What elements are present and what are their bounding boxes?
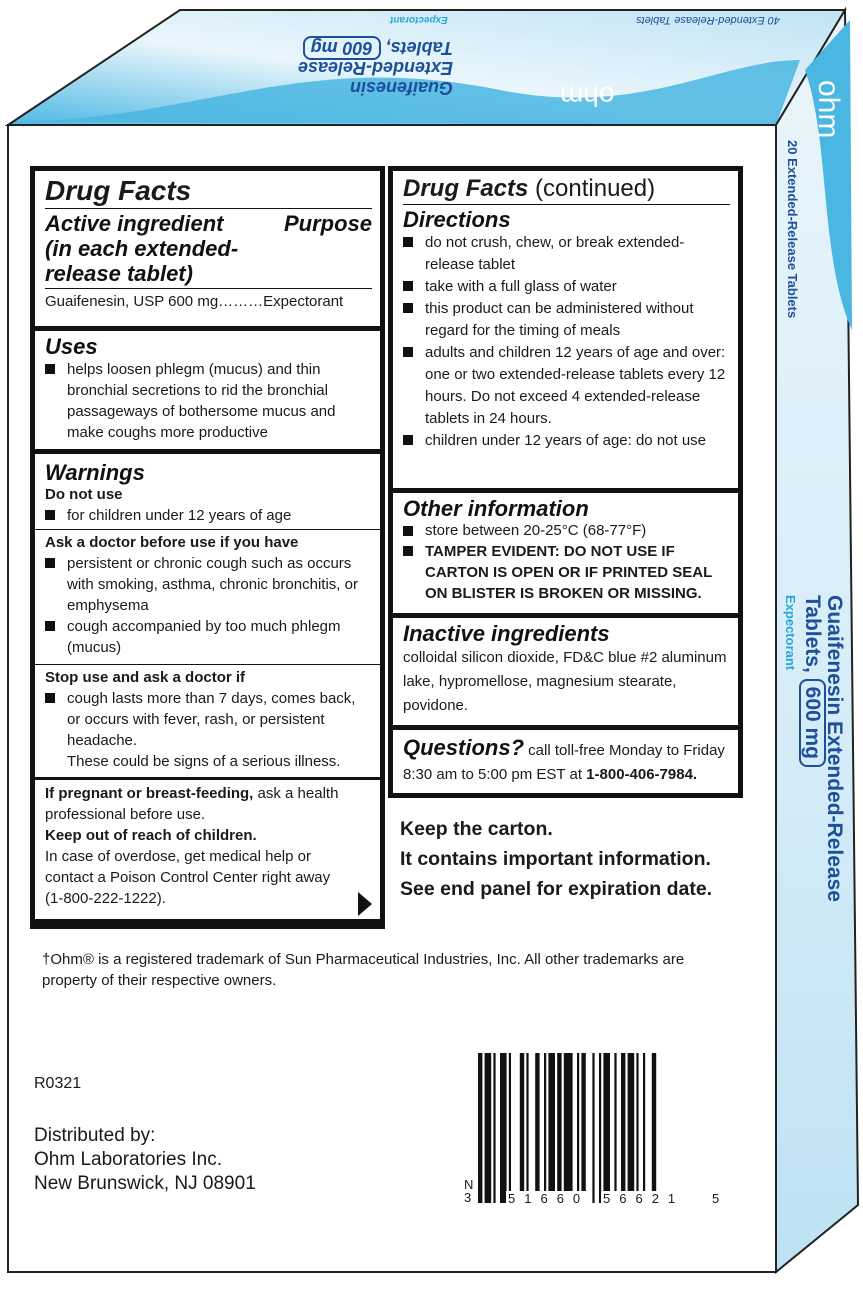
distributor-line: Ohm Laboratories Inc. <box>34 1149 222 1170</box>
overdose-text: In case of overdose, get medical help or contact a Poison Control Center right away (1-800-222-1222). <box>45 848 331 907</box>
keep-carton-line: See end panel for expiration date. <box>400 878 713 900</box>
barcode-bar <box>652 1053 656 1203</box>
uses-item: helps loosen phlegm (mucus) and thin bronchial secretions to rid the bronchial passageways of bothersome mucus and make coughs more productive <box>45 359 372 443</box>
continue-arrow-icon <box>358 892 372 916</box>
top-category: Expectorant <box>390 14 448 25</box>
barcode-left-digits: 51660 <box>508 1191 590 1206</box>
pregnant-text: ask a health professional before use. <box>45 785 339 823</box>
purpose-heading: Purpose <box>283 211 372 236</box>
side-strength: 600 mg <box>799 679 826 767</box>
keep-carton-line: It contains important information. <box>400 848 711 870</box>
distributor-line: New Brunswick, NJ 08901 <box>34 1173 256 1194</box>
drug-facts-continued-panel <box>388 166 743 798</box>
right-column <box>388 166 743 904</box>
barcode-bar <box>557 1053 561 1203</box>
ask-doctor-item: persistent or chronic cough such as occurs with smoking, asthma, chronic bronchitis, or emphysema <box>45 553 372 616</box>
barcode-bar <box>509 1053 511 1203</box>
barcode-bar <box>603 1053 610 1203</box>
keep-out-heading: Keep out of reach of children. <box>45 827 257 844</box>
directions-item: do not crush, chew, or break extended-release tablet <box>403 232 730 276</box>
questions-section <box>393 730 738 793</box>
keep-carton-line: Keep the carton. <box>400 818 553 840</box>
do-not-use-item: for children under 12 years of age <box>45 505 372 526</box>
drug-facts-panel <box>30 166 385 929</box>
keep-carton-notice <box>400 814 743 904</box>
barcode-bar <box>478 1053 482 1203</box>
inactive-ingredients-section <box>393 618 738 730</box>
top-brand-logo: ohm <box>560 81 615 112</box>
continued-title-main: Drug Facts <box>403 175 529 202</box>
active-ingredient-heading: Active ingredient (in each extended-release tablet) <box>45 211 239 286</box>
questions-phone: 1-800-406-7984. <box>586 766 698 783</box>
side-product-line <box>801 595 823 902</box>
drug-facts-title: Drug Facts <box>45 174 372 209</box>
top-count: 40 Extended-Release Tablets <box>636 14 780 26</box>
directions-item: take with a full glass of water <box>403 276 730 298</box>
top-product-line <box>183 38 453 58</box>
pregnant-bold: If pregnant or breast-feeding, <box>45 785 254 802</box>
ask-doctor-item: cough accompanied by too much phlegm (mucus) <box>45 616 372 658</box>
questions-text <box>403 736 730 787</box>
tamper-evident-notice: TAMPER EVIDENT: DO NOT USE IF CARTON IS OPEN OR IF PRINTED SEAL ON BLISTER IS BROKEN OR MISSING. <box>403 541 730 604</box>
active-header-row <box>45 211 372 286</box>
other-information-section <box>393 493 738 618</box>
directions-item: adults and children 12 years of age and over: one or two extended-release tablets every 12 hours. Do not exceed 4 extended-release tablets in 24 hours. <box>403 342 730 430</box>
barcode-bar <box>636 1053 638 1203</box>
drug-facts-content <box>30 166 744 991</box>
stop-use-item: cough lasts more than 7 days, comes back, or occurs with fever, rash, or persistent headache. <box>45 688 372 751</box>
directions-section <box>393 171 738 493</box>
questions-heading: Questions? <box>403 735 525 760</box>
barcode-bar <box>520 1053 524 1203</box>
continued-title-suffix: (continued) <box>528 175 656 202</box>
barcode-right-digits: 56621 <box>603 1191 685 1206</box>
inactive-ingredients-heading: Inactive ingredients <box>403 621 610 646</box>
active-ingredient-section <box>35 171 380 331</box>
pregnant-warning <box>35 777 380 825</box>
barcode-bar <box>548 1053 555 1203</box>
active-ingredient-line: Guaifenesin, USP 600 mg………Expectorant <box>45 288 372 312</box>
side-product-line: Guaifenesin Extended-Release <box>823 595 846 902</box>
barcode-bar <box>526 1053 528 1203</box>
side-brand-logo: ohm <box>812 80 845 139</box>
barcode-bar <box>544 1053 546 1203</box>
ask-doctor-heading: Ask a doctor before use if you have <box>35 529 380 553</box>
barcode-bar <box>485 1053 492 1203</box>
barcode-bar <box>628 1053 635 1203</box>
barcode-bars <box>478 1053 703 1203</box>
stop-use-note: These could be signs of a serious illness. <box>67 753 341 770</box>
barcode-check-digit: 5 <box>712 1191 720 1206</box>
barcode-bar <box>621 1053 625 1203</box>
side-product-name <box>779 595 845 902</box>
top-tablets: Tablets, <box>385 38 453 58</box>
barcode <box>464 1050 724 1215</box>
inactive-ingredients-text: colloidal silicon dioxide, FD&C blue #2 aluminum lake, hypromellose, magnesium stearate, povidone. <box>403 649 727 714</box>
trademark-notice: †Ohm® is a registered trademark of Sun Pharmaceutical Industries, Inc. All other trademarks are property of their respective owners. <box>42 951 685 989</box>
warnings-section <box>35 454 380 924</box>
barcode-bar <box>500 1053 507 1203</box>
warnings-heading: Warnings <box>45 460 145 485</box>
barcode-bar <box>643 1053 645 1203</box>
side-count: 20 Extended-Release Tablets <box>785 140 800 319</box>
barcode-bar <box>592 1053 594 1203</box>
questions-body: call toll-free Monday to Friday 8:30 am to 5:00 pm EST at <box>403 742 725 783</box>
top-strength: 600 mg <box>303 36 381 60</box>
other-information-heading: Other information <box>403 496 589 521</box>
barcode-bar <box>577 1053 579 1203</box>
top-product-name <box>183 32 453 98</box>
uses-section <box>35 331 380 454</box>
revision-code: R0321 <box>34 1075 82 1092</box>
directions-heading: Directions <box>403 207 511 232</box>
barcode-bar <box>581 1053 585 1203</box>
drug-facts-continued-title <box>403 174 730 205</box>
barcode-bar <box>493 1053 495 1203</box>
barcode-bar <box>535 1053 539 1203</box>
distributor-info <box>34 1124 256 1196</box>
top-product-line: Extended-Release <box>297 58 453 78</box>
do-not-use-heading: Do not use <box>45 486 123 503</box>
uses-heading: Uses <box>45 334 98 359</box>
top-product-line: Guaifenesin <box>349 78 453 98</box>
barcode-prefix <box>464 1178 473 1204</box>
other-information-item: store between 20-25°C (68-77°F) <box>403 521 730 541</box>
directions-item: this product can be administered without regard for the timing of meals <box>403 298 730 342</box>
side-category: Expectorant <box>783 595 798 671</box>
directions-item: children under 12 years of age: do not use <box>403 430 730 452</box>
barcode-n: N <box>464 1177 474 1192</box>
barcode-bar <box>614 1053 616 1203</box>
stop-use-heading: Stop use and ask a doctor if <box>35 664 380 688</box>
distributor-line: Distributed by: <box>34 1125 156 1146</box>
barcode-bar <box>599 1053 601 1203</box>
drug-facts-columns <box>30 166 744 929</box>
barcode-bar <box>564 1053 573 1203</box>
barcode-first-digit: 3 <box>464 1190 472 1205</box>
side-tablets: Tablets, <box>801 595 824 673</box>
